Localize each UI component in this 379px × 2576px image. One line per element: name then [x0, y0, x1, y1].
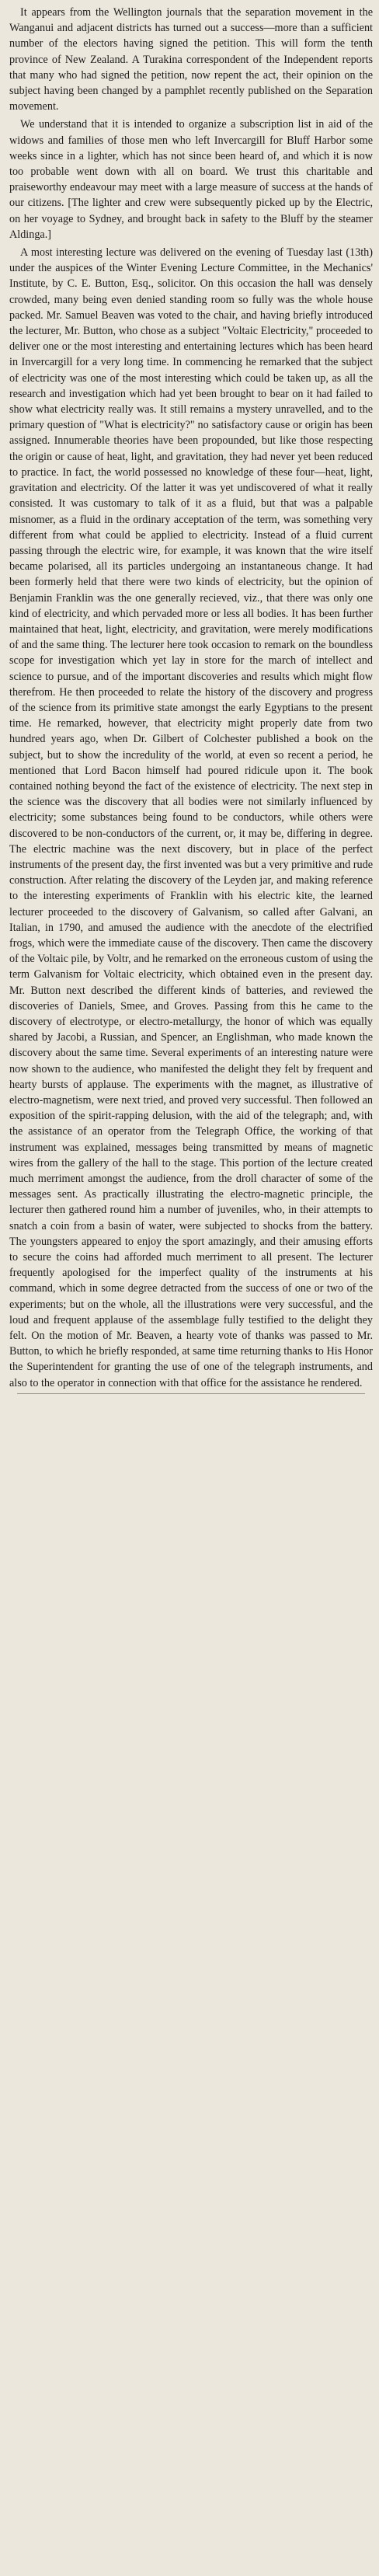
article-paragraph-separation: It appears from the Wellington journals that the separation movement in the Wanganui and adjacent districts has turned out a success—more than a sufficient number of the electors having signed the petition. This will form the tenth province of New Zealand. A Turakina correspondent of the Independent reports that many who had signed the petition, now repent the act, their opinion on the subject having been changed by a pamphlet recently published on the Separation movement. — [9, 6, 373, 113]
article-paragraph-lecture: A most interesting lecture was delivered on the evening of Tuesday last (13th) under the auspices of the Winter Evening Lecture Committee, in the Mechanics' Institute, by C. E. Button, Esq., solicitor. On this occasion the hall was densely crowded, many being even denied standing room so fully was the whole house packed. Mr. Samuel Beaven was voted to the chair, and having briefly introduced the lecturer, Mr. Button, who chose as a subject "Voltaic Electricity," proceeded to deliver one or the most interesting and entertaining lectures which has been heard in Invercargill for a very long time. In commencing he remarked that the subject of electricity was one of the most interesting which could be taken up, as all the research and investigation which had yet been brought to bear on it had failed to show what electricity really was. It still remains a mystery unravelled, and to the primary question of "What is electricity?" no satisfactory cause or origin has been assigned. Innumerable theories have been propounded, but like those respecting the origin or cause of heat, light, and gravitation, they had never yet been reduced to practice. In fact, the world possessed no knowledge of these four—heat, light, gravitation and electricity. Of the latter it was yet undiscovered of what it really consisted. It was customary to talk of it as a fluid, but that was a palpable misnomer, as a fluid in the ordinary acceptation of the term, was something very different from what could be applied to electricity. Instead of a fluid current passing through the electric wire, for example, it was known that the wire itself became polarised, all its particles undergoing an instantaneous change. It had been formerly held that there were two kinds of electricity, but the opinion of Benjamin Franklin was the one generally recieved, viz., that there was only one kind of electricity, and which pervaded more or less all bodies. It has been further maintained that heat, light, electricity, and gravitation, were merely modifications of and the same thing. The lecturer here took occasion to remark on the boundless scope for investigation which yet lay in store for the march of intellect and science to pursue, and of the important discoveries and results which might flow therefrom. He then proceeded to relate the history of the discovery and progress of the science from its primitive state amongst the early Egyptians to the present time. He remarked, however, that electricity might properly date from two hundred years ago, when Dr. Gilbert of Colchester published a book on the subject, but to show the incredulity of the world, at even so recent a period, he mentioned that Lord Bacon himself had poured ridicule upon it. The book contained nothing beyond the fact of the existence of electricity. The next step in the science was the discovery that all bodies were not similarly influenced by electricity; some substances being found to be conductors, while others were discovered to be non-conductors of the current, or, it may be, differing in degree. The electric machine was the next discovery, but in place of the perfect instruments of the present day, the first invented was but a very primitive and rude construction. After relating the discovery of the Leyden jar, and making reference to the interesting experiments of Franklin with his electric kite, the learned lecturer proceeded to the discovery of Galvanism, so called after Galvani, an Italian, in 1790, and amused the audience with the anecdote of the electrified frogs, which were the immediate cause of the discovery. Then came the discovery of the Voltaic pile, by Voltr, and he remarked on the erroneous custom of using the term Galvanism for Voltaic electricity, which obtained even in the present day. Mr. Button next described the different kinds of batteries, and reviewed the discoveries of Daniels, Smee, and Groves. Passing from this he came to the discovery of electrotype, or electro-metallurgy, the honor of which was equally shared by Jacobi, a Russian, and Spencer, an Englishman, who made known the discovery about the same time. Several experiments of an interesting nature were now shown to the audience, who manifested the delight they felt by frequent and hearty bursts of applause. The experiments with the magnet, as illustrative of electro-magnetism, were next tried, and proved very successful. Then followed an exposition of the spirit-rapping delusion, with the aid of the telegraph; and, with the assistance of an operator from the Telegraph Office, the working of that instrument was explained, messages being transmitted by means of magnetic wires from the gallery of the hall to the stage. This portion of the lecture created much merriment amongst the audience, from the droll character of some of the messages sent. As practically illustrating the electro-magnetic principle, the lecturer then gathered round him a number of juveniles, who, in their attempts to snatch a coin from a basin of water, were subjected to shocks from the battery. The youngsters appeared to enjoy the sport amazingly, and their amusing efforts to secure the coins had afforded much merriment to all present. The lecturer frequently apologised for the imperfect quality of the instruments at his command, which in some degree detracted from the success of one or two of the experiments; but on the whole, all the illustrations were very successful, and the loud and frequent applause of the assemblage fully testified to the delight they felt. On the motion of Mr. Beaven, a hearty vote of thanks was passed to Mr. Button, to which he briefly responded, at same time returning thanks to His Honor the Superintendent for granting the use of one of the telegraph instruments, and also to the operator in connection with that office for the assistance he rendered. — [9, 246, 373, 1389]
column-divider — [17, 1393, 365, 1394]
article-paragraph-subscription: We understand that it is intended to organize a subscription list in aid of the widows and families of those men who left Invercargill for Bluff Harbor some weeks since in a lighter, which has not since been heard of, and which it is now too probable went down with all on board. We trust this charitable and praiseworthy endeavour may meet with a large measure of success at the hands of our citizens. [The lighter and crew were subsequently picked up by the Electric, on her voyage to Sydney, and brought back in safety to the Bluff by the steamer Aldinga.] — [9, 118, 373, 241]
